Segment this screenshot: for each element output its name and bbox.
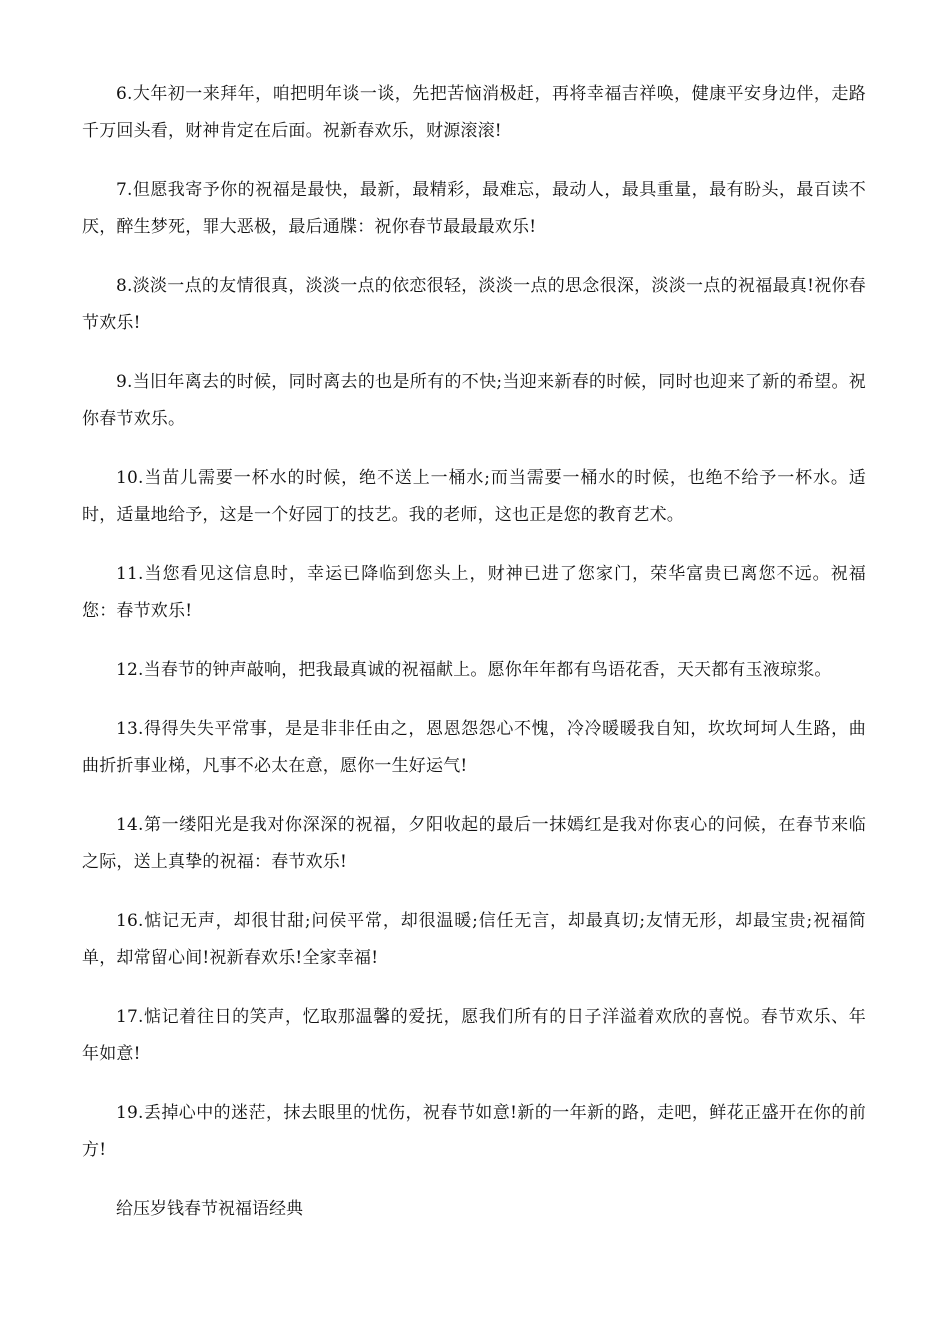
paragraph-11: 11.当您看见这信息时，幸运已降临到您头上，财神已进了您家门，荣华富贵已离您不远。祝福您：春节欢乐!	[82, 564, 866, 621]
paragraph-12: 12.当春节的钟声敲响，把我最真诚的祝福献上。愿你年年都有鸟语花香，天天都有玉液琼浆。	[116, 660, 832, 680]
paragraph-16: 16.惦记无声，却很甘甜;问侯平常，却很温暖;信任无言，却最真切;友情无形，却最宝贵;祝福简单，却常留心间!祝新春欢乐!全家幸福!	[82, 911, 866, 968]
paragraph-8: 8.淡淡一点的友情很真，淡淡一点的依恋很轻，淡淡一点的思念很深，淡淡一点的祝福最真!祝你春节欢乐!	[82, 276, 866, 333]
paragraph-9: 9.当旧年离去的时候，同时离去的也是所有的不快;当迎来新春的时候，同时也迎来了新的希望。祝你春节欢乐。	[82, 372, 866, 429]
section-heading: 给压岁钱春节祝福语经典	[116, 1199, 303, 1219]
paragraph-19: 19.丢掉心中的迷茫，抹去眼里的忧伤，祝春节如意!新的一年新的路，走吧，鲜花正盛开在你的前方!	[82, 1103, 866, 1160]
paragraph-6: 6.大年初一来拜年，咱把明年谈一谈，先把苦恼消极赶，再将幸福吉祥唤，健康平安身边伴，走路千万回头看，财神肯定在后面。祝新春欢乐，财源滚滚!	[82, 84, 866, 141]
paragraph-10: 10.当苗儿需要一杯水的时候，绝不送上一桶水;而当需要一桶水的时候，也绝不给予一杯水。适时，适量地给予，这是一个好园丁的技艺。我的老师，这也正是您的教育艺术。	[82, 468, 866, 525]
paragraph-17: 17.惦记着往日的笑声，忆取那温馨的爱抚，愿我们所有的日子洋溢着欢欣的喜悦。春节欢乐、年年如意!	[82, 1007, 866, 1064]
paragraph-7: 7.但愿我寄予你的祝福是最快，最新，最精彩，最难忘，最动人，最具重量，最有盼头，最百读不厌，醉生梦死，罪大恶极，最后通牒：祝你春节最最最欢乐!	[82, 180, 866, 237]
paragraph-13: 13.得得失失平常事，是是非非任由之，恩恩怨怨心不愧，冷冷暖暖我自知，坎坎坷坷人生路，曲曲折折事业梯，凡事不必太在意，愿你一生好运气!	[82, 719, 866, 776]
paragraph-14: 14.第一缕阳光是我对你深深的祝福，夕阳收起的最后一抹嫣红是我对你衷心的问候，在春节来临之际，送上真挚的祝福：春节欢乐!	[82, 815, 866, 872]
